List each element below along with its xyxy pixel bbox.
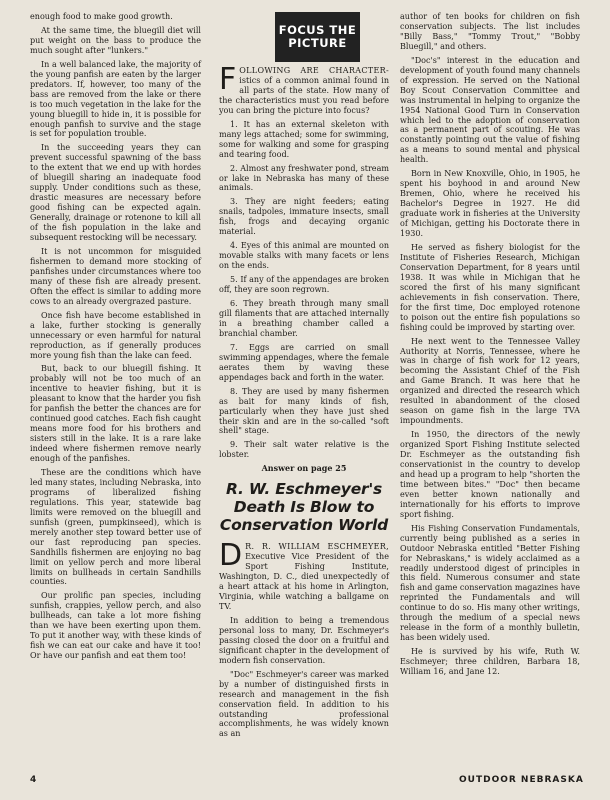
paragraph: His Fishing Conservation Fundamentals, currently being published as a series in Outdoor Nebraska entitled "Better Fishing for Nebraskans," is widely acclaimed as a readily understood digest of principles in this field. Numerous consumer and state fish and game conservation magazines have reprinted the Fundamentals and will continue to do so. His many other writings, through the medium of a special news release in the form of a monthly bulletin, has been widely used. bbox=[400, 523, 580, 643]
banner-line-1: FOCUS THE bbox=[278, 23, 357, 37]
paragraph: Our prolific pan species, including sunfish, crappies, yellow perch, and also bullheads, can take a lot more fishing than we have been exerting upon them. To put it another way, with these kinds of fish we can eat our cake and have it too! Or have our panfish and eat them too! bbox=[30, 591, 201, 661]
paragraph: In a well balanced lake, the majority of the young panfish are eaten by the larger predators. If, however, too many of the bass are removed from the lake or there is too much vegetation in the lake for the young bluegill to hide in, it is possible for enough panfish to survive and the stage is set for population trouble. bbox=[30, 59, 201, 139]
quiz-item: 5. If any of the appendages are broken off, they are soon regrown. bbox=[219, 275, 389, 295]
quiz-item: 1. It has an external skeleton with many legs attached; some for swimming, some for walking and some for grasping and tearing food. bbox=[219, 119, 389, 159]
quiz-answer-note: Answer on page 25 bbox=[261, 463, 347, 474]
article-dropcap: D bbox=[219, 538, 243, 574]
focus-the-picture-banner bbox=[275, 12, 360, 62]
banner-line-2: PICTURE bbox=[288, 36, 347, 50]
quiz-intro bbox=[219, 62, 389, 116]
paragraph: Once fish have become established in a lake, further stocking is generally unnecessary or even harmful for natural reproduction, as if generally produces more young fish than the lake can feed. bbox=[30, 310, 201, 360]
quiz-item: 6. They breath through many small gill filaments that are attached internally in a breathing chamber called a branchial chamber. bbox=[219, 299, 389, 338]
quiz-lead-caps: OLLOWING ARE CHARACTER- bbox=[239, 66, 389, 75]
article-lead bbox=[219, 538, 389, 612]
page-number: 4 bbox=[30, 775, 37, 785]
paragraph: He next went to the Tennessee Valley Authority at Norris, Tennessee, where he was in charge of fish work for 12 years, becoming the Assistant Chief of the Fish and Game Branch. It was here that he organized and directed the research which resulted in abandonment of the closed season on game fish in the large TVA impoundments. bbox=[400, 336, 580, 426]
paragraph: author of ten books for children on fish conservation subjects. The list includes "Billy Bass," "Tommy Trout," "Bobby Bluegill," and others. bbox=[400, 12, 580, 51]
article-lead-caps: R. R. WILLIAM ESCHMEYER, bbox=[245, 542, 389, 552]
quiz-item: 4. Eyes of this animal are mounted on movable stalks with many facets or lens on the ends. bbox=[219, 241, 389, 271]
column-right bbox=[400, 12, 580, 681]
paragraph: In 1950, the directors of the newly organized Sport Fishing Institute selected Dr. Eschmeyer as the outstanding fish conservationist in the country to develop and head up a program to help "shorten the time between bites." "Doc" then became even better known nationally and internationally for his efforts to improve sport fishing. bbox=[400, 430, 580, 519]
paragraph: enough food to make good growth. bbox=[30, 12, 173, 21]
magazine-title: OUTDOOR NEBRASKA bbox=[459, 775, 584, 785]
paragraph: "Doc" Eschmeyer's career was marked by a number of distinguished firsts in research and management in the fish conservation field. In addition to his outstanding professional accomplishments, he was widely known as an bbox=[219, 669, 389, 739]
paragraph: At the same time, the bluegill diet will put weight on the bass to produce the much sought after "lunkers." bbox=[30, 25, 201, 55]
column-middle bbox=[219, 62, 389, 743]
paragraph: He served as fishery biologist for the Institute of Fisheries Research, Michigan Conservation Department, for 8 years until 1938. It was while in Michigan that he scored the first of his many significant achievements in fish conservation. There, for the first time, Doc employed rotenone to poison out the entire fish populations so fishing could be improved by starting over. bbox=[400, 242, 580, 332]
quiz-item: 3. They are night feeders; eating snails, tadpoles, immature insects, small fish, frogs and decaying organic material. bbox=[219, 197, 389, 237]
paragraph: He is survived by his wife, Ruth W. Eschmeyer; three children, Barbara 18, William 16, and Jane 12. bbox=[400, 647, 580, 677]
paragraph: "Doc's" interest in the education and development of youth found many channels of expression. He served on the National Boy Scout Conservation Committee and was instrumental in helping to organize the 1954 National Good Turn in Conservation which led to the adoption of conservation as a permanent part of scouting. He was constantly pointing out the value of fishing as a means to sound mental and physical health. bbox=[400, 55, 580, 165]
quiz-item: 2. Almost any freshwater pond, stream or lake in Nebraska has many of these animals. bbox=[219, 163, 389, 193]
paragraph: But, back to our bluegill fishing. It probably will not be too much of an incentive to heavier fishing, but it is pleasant to know that the harder you fish for panfish the better the chances are for continued good catches. Each fish caught means more food for his brothers and sisters still in the lake. It is a rare lake indeed where fishermen remove nearly enough of the panfishes. bbox=[30, 364, 201, 464]
article-headline: R. W. Eschmeyer's Death Is Blow to Conservation World bbox=[219, 480, 389, 535]
paragraph: In addition to being a tremendous personal loss to many, Dr. Eschmeyer's passing closed the door on a fruitful and significant chapter in the development of modern fish conservation. bbox=[219, 615, 389, 665]
quiz-item: 7. Eggs are carried on small swimming appendages, where the female aerates them by waving these appendages back and forth in the water. bbox=[219, 342, 389, 382]
quiz-dropcap: F bbox=[219, 62, 237, 97]
paragraph: In the succeeding years they can prevent successful spawning of the bass to the extent that we end up with hordes of bluegill sharing an inadequate food supply. Under conditions such as these, drastic measures are necessary before good fishing can be expected again. Generally, drainage or rotenone to kill all of the fish population in the lake and subsequent restocking will be necessary. bbox=[30, 143, 201, 243]
quiz-item: 9. Their salt water relative is the lobster. bbox=[219, 440, 389, 460]
paragraph: Born in New Knoxville, Ohio, in 1905, he spent his boyhood in and around New Bremen, Ohio, where he received his Bachelor's Degree in 1927. He did graduate work in fisheries at the University of Michigan, getting his Doctorate there in 1930. bbox=[400, 169, 580, 239]
column-left bbox=[30, 12, 201, 665]
quiz-lead-rest: istics of a common animal found in all parts of the state. How many of the characteristics must you read before you can bring the picture into focus? bbox=[219, 75, 389, 115]
paragraph: These are the conditions which have led many states, including Nebraska, into programs of liberalized fishing regulations. This year, statewide bag limits were removed on the bluegill and sunfish (green, pumpkinseed), which is merely another step toward better use of our fast reproducing pan species. Sandhills fishermen are enjoying no bag limit on yellow perch and more liberal limits on bullheads in certain Sandhills counties. bbox=[30, 467, 201, 587]
article-lead-rest: Executive Vice President of the Sport Fishing Institute, Washington, D. C., died unexpectedly of a heart attack at his home in Arlington, Virginia, while watching a ballgame on TV. bbox=[219, 552, 389, 611]
quiz-item: 8. They are used by many fishermen as bait for many kinds of fish, particularly when they have just shed their skin and are in the so-called "soft shell" stage. bbox=[219, 386, 389, 436]
paragraph: It is not uncommon for misguided fishermen to demand more stocking of panfishes under circumstances where too many of these fish are already present. Often the effect is similar to adding more cows to an already overgrazed pasture. bbox=[30, 246, 201, 306]
